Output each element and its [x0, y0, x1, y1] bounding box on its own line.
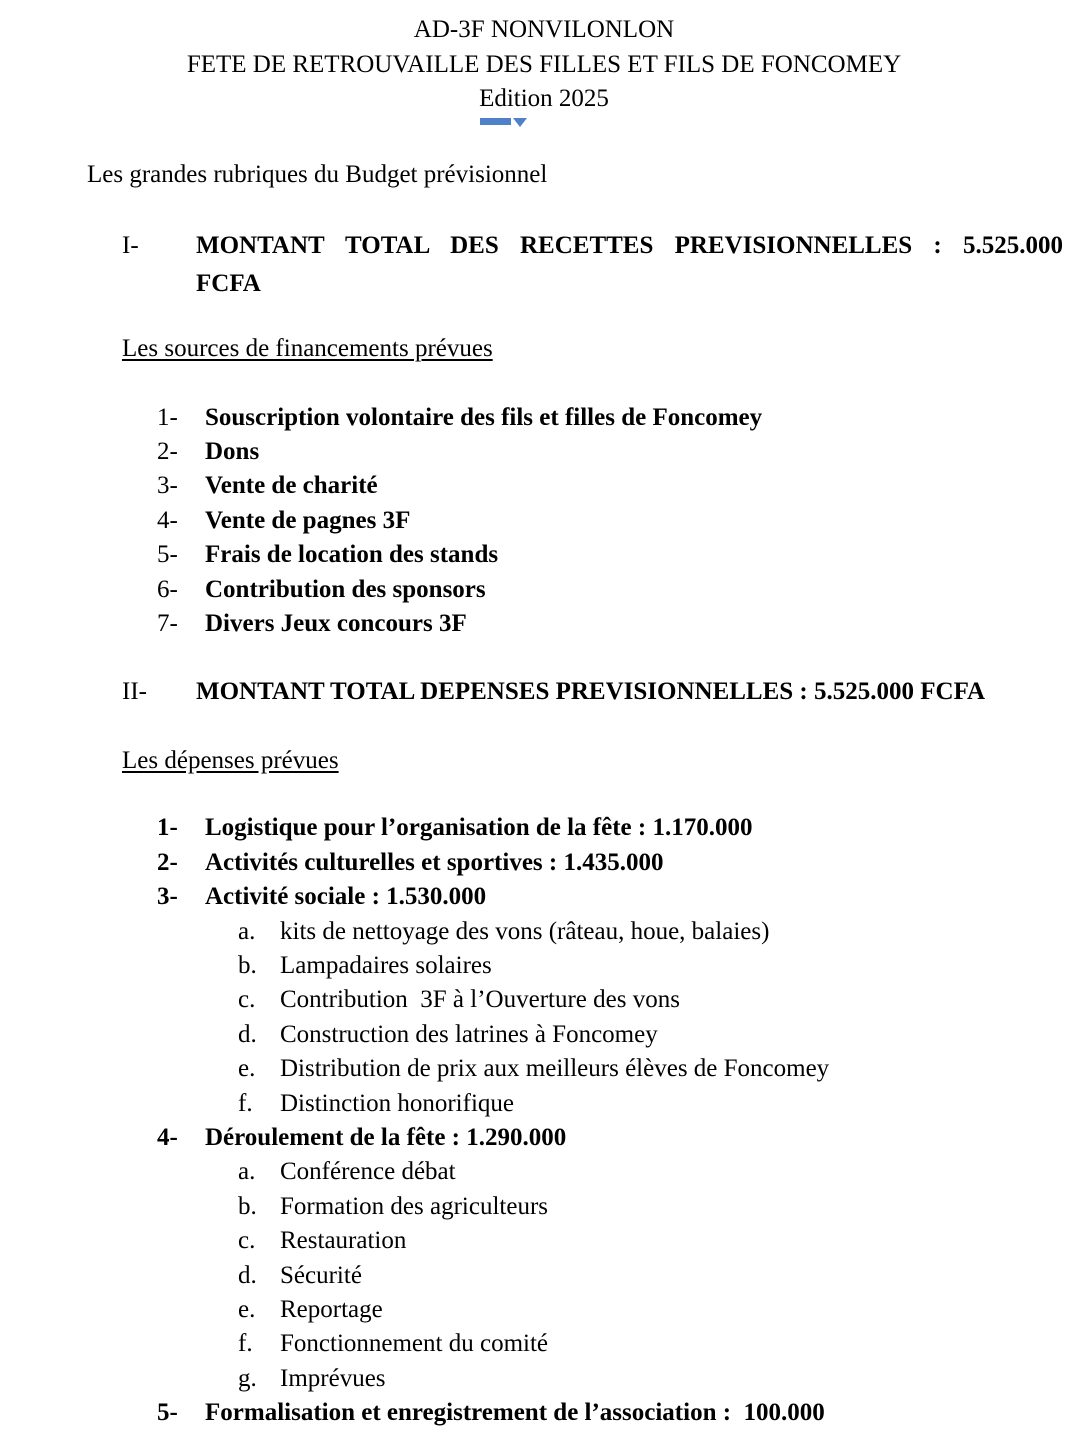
sub-list-item [0, 1327, 1088, 1361]
sub-item-marker: d. [238, 1261, 257, 1289]
list-item [0, 401, 1088, 435]
autocorrect-bar-icon [480, 118, 511, 125]
list-item-marker: 2- [157, 848, 178, 876]
sub-list-item [0, 1052, 1088, 1086]
list-item [0, 1396, 1088, 1430]
sub-list-item [0, 1087, 1088, 1121]
list-item-text: Contribution des sponsors [205, 575, 486, 603]
sub-item-text: Reportage [280, 1296, 383, 1324]
sub-item-marker: a. [238, 1158, 256, 1186]
list-item-text: Souscription volontaire des fils et filles de Foncomey [205, 403, 763, 431]
section1-heading-line1: MONTANT TOTAL DES RECETTES PREVISIONNELLES : 5.525.000 [196, 231, 1063, 259]
list-item-text: Activités culturelles et sportives : 1.435.000 [205, 848, 664, 876]
list-item [0, 1121, 1088, 1155]
sub-list-item [0, 915, 1088, 949]
sub-item-text: Sécurité [280, 1261, 362, 1289]
title-line-3 [0, 82, 1088, 117]
chevron-down-icon [513, 118, 527, 127]
section2-subheading: Les dépenses prévues [122, 747, 339, 775]
list-item-text: Vente de charité [205, 472, 378, 500]
sub-item-text: Conférence débat [280, 1158, 456, 1186]
sub-list-item [0, 1190, 1088, 1224]
sub-item-marker: c. [238, 1227, 256, 1255]
title-line-2: FETE DE RETROUVAILLE DES FILLES ET FILS DE FONCOMEY [186, 50, 902, 78]
sub-item-text: Contribution 3F à l’Ouverture des vons [280, 986, 680, 1014]
list-item [0, 846, 1088, 880]
list-item [0, 504, 1088, 538]
list-item [0, 538, 1088, 572]
sub-list-item [0, 1155, 1088, 1189]
sub-item-marker: e. [238, 1296, 256, 1324]
section2-heading [122, 675, 1088, 709]
list-item-marker: 4- [157, 506, 178, 534]
sub-list-item [0, 1018, 1088, 1052]
sub-item-text: Lampadaires solaires [280, 951, 492, 979]
title-line-1: AD-3F NONVILONLON [413, 16, 675, 43]
section1-marker: I- [122, 231, 139, 259]
sub-item-marker: d. [238, 1020, 257, 1048]
sub-item-text: Distinction honorifique [280, 1089, 514, 1117]
list-item [0, 607, 1088, 641]
list-item-text: Formalisation et enregistrement de l’association : 100.000 [205, 1399, 825, 1427]
list-item-marker: 7- [157, 609, 178, 637]
sub-item-marker: e. [238, 1055, 256, 1083]
list-item-marker: 6- [157, 575, 178, 603]
list-item-text: Activité sociale : 1.530.000 [205, 883, 487, 911]
sub-list-item [0, 949, 1088, 983]
sub-item-text: Fonctionnement du comité [280, 1330, 549, 1358]
section1-heading-text [196, 227, 1063, 303]
sub-list-item [0, 1224, 1088, 1258]
sub-item-marker: f. [238, 1089, 253, 1117]
sub-item-marker: b. [238, 1192, 257, 1220]
sub-list-item [0, 1259, 1088, 1293]
list-item-text: Logistique pour l’organisation de la fête : 1.170.000 [205, 814, 753, 842]
sub-item-marker: f. [238, 1330, 253, 1358]
sub-item-text: Formation des agriculteurs [280, 1192, 548, 1220]
list-item-marker: 1- [157, 814, 178, 842]
section2-heading-text: MONTANT TOTAL DEPENSES PREVISIONNELLES : 5.525.000 FCFA [196, 678, 986, 706]
sub-list-item [0, 1362, 1088, 1396]
document-title-block [0, 0, 1088, 117]
expenses-list [0, 811, 1088, 1430]
list-item-text: Vente de pagnes 3F [205, 506, 411, 534]
sub-item-text: Construction des latrines à Foncomey [280, 1020, 658, 1048]
sub-item-marker: a. [238, 917, 256, 945]
list-item [0, 469, 1088, 503]
edition-text-wrap [479, 82, 609, 117]
sub-list-item [0, 983, 1088, 1017]
sub-item-text: kits de nettoyage des vons (râteau, houe, balaies) [280, 917, 770, 945]
sub-item-marker: g. [238, 1364, 257, 1392]
section1-heading-line2: FCFA [196, 269, 261, 297]
list-item-text: Déroulement de la fête : 1.290.000 [205, 1124, 567, 1151]
list-item-text: Dons [205, 437, 260, 465]
list-item-marker: 3- [157, 883, 178, 911]
sub-list-item [0, 1293, 1088, 1327]
sub-item-text: Restauration [280, 1227, 407, 1255]
sub-item-text: Distribution de prix aux meilleurs élèves de Foncomey [280, 1055, 830, 1083]
list-item-marker: 1- [157, 403, 178, 431]
sources-list [0, 401, 1088, 642]
list-item-marker: 2- [157, 437, 178, 465]
list-item-text: Frais de location des stands [205, 541, 499, 569]
list-item-text: Divers Jeux concours 3F [205, 609, 467, 637]
sub-item-marker: c. [238, 986, 256, 1014]
intro-line: Les grandes rubriques du Budget prévisionnel [87, 160, 548, 188]
sub-item-text: Imprévues [280, 1364, 386, 1392]
list-item [0, 880, 1088, 914]
edition-label: Edition 2025 [479, 85, 609, 112]
list-item [0, 435, 1088, 469]
list-item [0, 573, 1088, 607]
list-item [0, 811, 1088, 845]
list-item-marker: 5- [157, 541, 178, 569]
autocorrect-widget[interactable] [480, 118, 527, 127]
list-item-marker: 3- [157, 472, 178, 500]
section1-subheading: Les sources de financements prévues [122, 334, 493, 362]
section2-marker: II- [122, 678, 147, 706]
list-item-marker: 4- [157, 1124, 178, 1151]
list-item-marker: 5- [157, 1399, 178, 1427]
sub-item-marker: b. [238, 951, 257, 979]
section1-heading [122, 227, 1088, 303]
